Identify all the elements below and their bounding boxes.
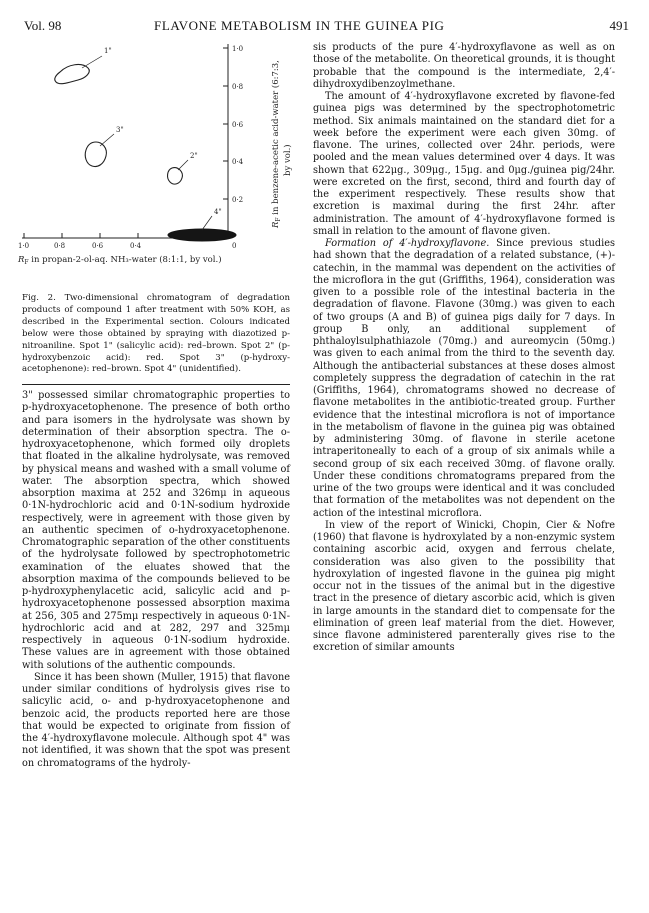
spot-4-shape — [168, 229, 236, 241]
origin-label: 0 — [232, 242, 237, 250]
y-tick-label: 0·8 — [232, 83, 244, 91]
left-column — [22, 390, 290, 770]
x-tick-label: 0·4 — [130, 242, 142, 250]
chromatogram-figure — [16, 38, 306, 273]
spot-4-leader — [202, 216, 212, 230]
right-paragraph-4: In view of the report of Winicki, Chopin, Cier & Nofre (1960) that flavone is hydroxylated by a non-enzymic system containing ascorbic acid, oxygen and ferrous chelate, consideration was also given to the possibility that hydroxylation of ingested flavone in the guinea pig might occur not in the tissues of the animal but in the digestive tract in the presence of dietary ascorbic acid, which is given in large amounts in the standard diet to compensate for the elimination of green leaf material from the diet. However, since flavone administered parenterally gives rise to the excretion of similar amounts — [313, 519, 615, 654]
spot-1-label: 1" — [104, 47, 112, 55]
running-title: FLAVONE METABOLISM IN THE GUINEA PIG — [154, 18, 445, 33]
spot-1-leader — [82, 56, 102, 68]
running-header — [24, 18, 629, 36]
figure-caption — [22, 293, 290, 376]
right-column — [313, 42, 615, 655]
vertical-axis-title: $R_F$ in benzene-acetic acid-water (6:7:3, — [271, 60, 282, 228]
section-heading-formation: Formation of 4′-hydroxyflavone. — [325, 238, 490, 249]
right-paragraph-3 — [313, 238, 615, 520]
spot-2-outline — [168, 168, 183, 184]
y-tick-label: 0·6 — [232, 121, 244, 129]
spot-3-label: 3" — [116, 126, 124, 134]
section-divider — [22, 384, 290, 385]
volume-number: Vol. 98 — [24, 18, 62, 33]
chromatogram-plot — [16, 38, 306, 273]
vertical-axis-title-line2: by vol.) — [283, 144, 293, 176]
y-tick-label: 1·0 — [232, 45, 244, 53]
right-paragraph-3-body: Since previous studies had shown that the degradation of a related substance, (+)-catechin, in the mammal was dependent on the activities of the microflora in the gut (Griffiths, 1964), consideration was given to a possible role of the intestinal bacteria in the degradation of flavone. Flavone (30mg.) was given to each of two groups (A and B) of guinea pigs daily for 7 days. In group B only, an additional supplement of phthaloylsulphathiazole (70mg.) and aureomycin (50mg.) was given to each animal from the third to the seventh day. Although the antibacterial substances at these doses almost completely suppress the degradation of catechin in the rat (Griffiths, 1964), chromatograms showed no decrease of flavone metabolites in the antibiotic-treated group. Further evidence that the intestinal microflora is not of importance in the metabolism of flavone in the guinea pig was obtained by administering 30mg. of flavone in sterile acetone intraperitoneally to each of a group of six animals while a second group of six each received 30mg. of flavone orally. Under these conditions chromatograms prepared from the urine of the two groups were identical and it was concluded that formation of the metabolites was not dependent on the action of the intestinal microflora. — [313, 238, 615, 519]
left-paragraph-2: Since it has been shown (Muller, 1915) that flavone under similar conditions of hydrolysis gives rise to salicylic acid, o- and p-hydroxyacetophenone and benzoic acid, the products reported here are those that would be expected to originate from fission of the 4′-hydroxyflavone molecule. Although spot 4" was not identified, it was shown that the spot was present on chromatograms of the hydroly- — [22, 671, 290, 769]
y-tick-label: 0·4 — [232, 158, 244, 166]
page-number: 491 — [609, 18, 629, 33]
horizontal-axis-title: $R_F$ in propan-2-ol-aq. NH₃-water (8:1:1, by vol.) — [18, 255, 222, 266]
spot-3-leader — [100, 134, 114, 146]
right-paragraph-1: sis products of the pure 4′-hydroxyflavone as well as on those of the metabolite. On theoretical grounds, it is thought probable that the compound is the intermediate, 2,4′-dihydroxydibenzoylmethane. — [313, 42, 615, 90]
left-paragraph-1: 3" possessed similar chromatographic properties to p-hydroxyacetophenone. The presence of both ortho and para isomers in the hydrolysate was shown by determination of their absorption spectra. The o-hydroxyacetophenone, which formed oily droplets that floated in the alkaline hydrolysate, was removed by physical means and washed with a small volume of water. The absorption spectra, which showed absorption maxima at 252 and 326mμ in aqueous 0·1N-hydrochloric acid and 0·1N-sodium hydroxide respectively, were in agreement with those given by an authentic specimen of o-hydroxyacetophenone. Chromatographic separation of the other constituents of the hydrolysate followed by spectrophotometric examination of the eluates showed that the absorption maxima of the compounds believed to be p-hydroxyphenylacetic acid, salicylic acid and p-hydroxyacetophenone possessed absorption maxima at 256, 305 and 275mμ respectively in aqueous 0·1N-hydrochloric acid and at 282, 297 and 325mμ respectively in aqueous 0·1N-sodium hydroxide. These values are in agreement with those obtained with solutions of the authentic compounds. — [22, 390, 290, 671]
spot-2-leader — [178, 160, 188, 170]
caption-text: Fig. 2. Two-dimensional chromatogram of degradation products of compound 1 after treatment with 50% KOH, as described in the Experimental section. Colours indicated below were those obtained by spraying with diazotized p-nitroaniline. Spot 1" (salicylic acid): red–brown. Spot 2" (p-hydroxybenzoic acid): red. Spot 3" (p-hydroxy-acetophenone): red–brown. Spot 4" (unidentified). — [22, 293, 290, 375]
spot-4-label: 4" — [214, 208, 222, 216]
x-tick-label: 0·6 — [92, 242, 104, 250]
spot-1-outline — [55, 65, 89, 84]
right-paragraph-2: The amount of 4′-hydroxyflavone excreted by flavone-fed guinea pigs was determined by the spectrophotometric method. Six animals maintained on the standard diet for a week before the experiment were each given 30mg. of flavone. The urines, collected over 24hr. periods, were pooled and the mean values determined over 4 days. It was shown that 622μg., 309μg., 15μg. and 0μg./guinea pig/24hr. were excreted on the first, second, third and fourth day of the experiment respectively. These results show that excretion is maximal during the first 24hr. after administration. The amount of 4′-hydroxyflavone formed is small in relation to the amount of flavone given. — [313, 91, 615, 237]
spot-3-outline — [85, 142, 106, 167]
x-tick-label: 1·0 — [18, 242, 30, 250]
spot-2-label: 2" — [190, 152, 198, 160]
y-tick-label: 0·2 — [232, 196, 244, 204]
x-tick-label: 0·8 — [54, 242, 66, 250]
